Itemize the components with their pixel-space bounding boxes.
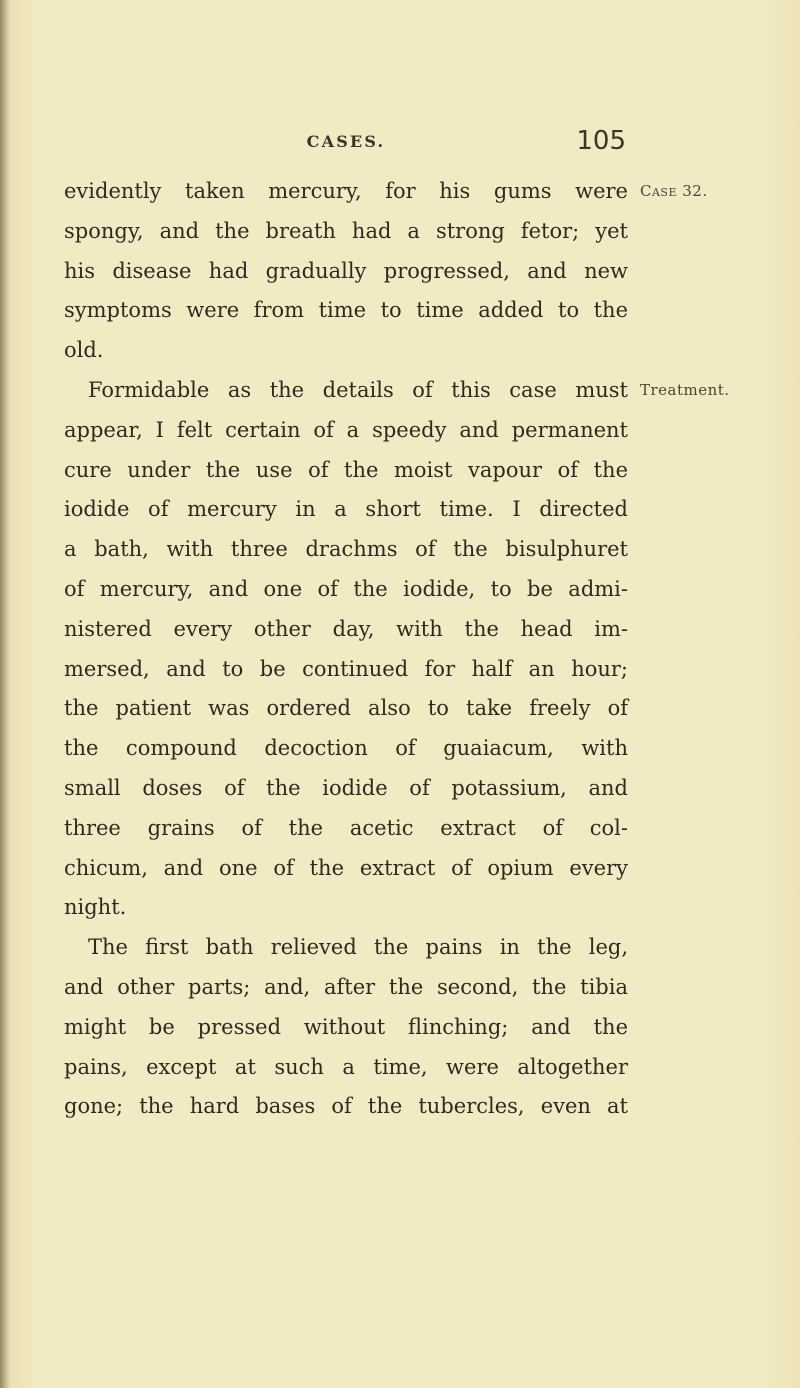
margin-note-treatment: Treatment. [640,381,730,399]
text-line: three grains of the acetic extract of col- [64,815,628,840]
text-line: mersed, and to be continued for half an hour; [64,656,628,681]
text-line: a bath, with three drachms of the bisulphuret [64,537,628,562]
text-line: of mercury, and one of the iodide, to be admi- [64,576,628,601]
text-line: gone; the hard bases of the tubercles, even at [64,1094,628,1119]
margin-note-case: Case 32. [640,182,708,200]
text-line: pains, except at such a time, were altogether [64,1054,628,1079]
running-head: CASES. [306,132,386,151]
text-line: the patient was ordered also to take freely of [64,696,628,721]
text-line: and other parts; and, after the second, the tibia [64,974,628,999]
text-line: iodide of mercury in a short time. I directed [64,497,628,522]
text-line: small doses of the iodide of potassium, and [64,775,628,800]
text-line: night. [64,895,127,920]
text-line: Formidable as the details of this case must [88,377,628,402]
text-line: his disease had gradually progressed, and new [64,258,628,283]
text-line: evidently taken mercury, for his gums were [64,179,628,203]
page-number: 105 [576,126,626,156]
text-line: appear, I felt certain of a speedy and permanent [64,417,628,442]
text-line: symptoms were from time to time added to the [64,298,628,323]
text-line: spongy, and the breath had a strong fetor; yet [64,218,628,243]
text-line: might be pressed without flinching; and the [64,1014,628,1039]
text-line: nistered every other day, with the head im- [64,616,628,641]
page-header [66,126,626,156]
text-line: the compound decoction of guaiacum, with [64,736,628,761]
text-line: cure under the use of the moist vapour of the [64,457,628,482]
body-text [64,172,628,1127]
spine-shadow [0,0,10,1388]
text-line: old. [64,338,104,363]
text-line: chicum, and one of the extract of opium every [64,855,628,880]
text-line: The first bath relieved the pains in the leg, [88,935,628,960]
